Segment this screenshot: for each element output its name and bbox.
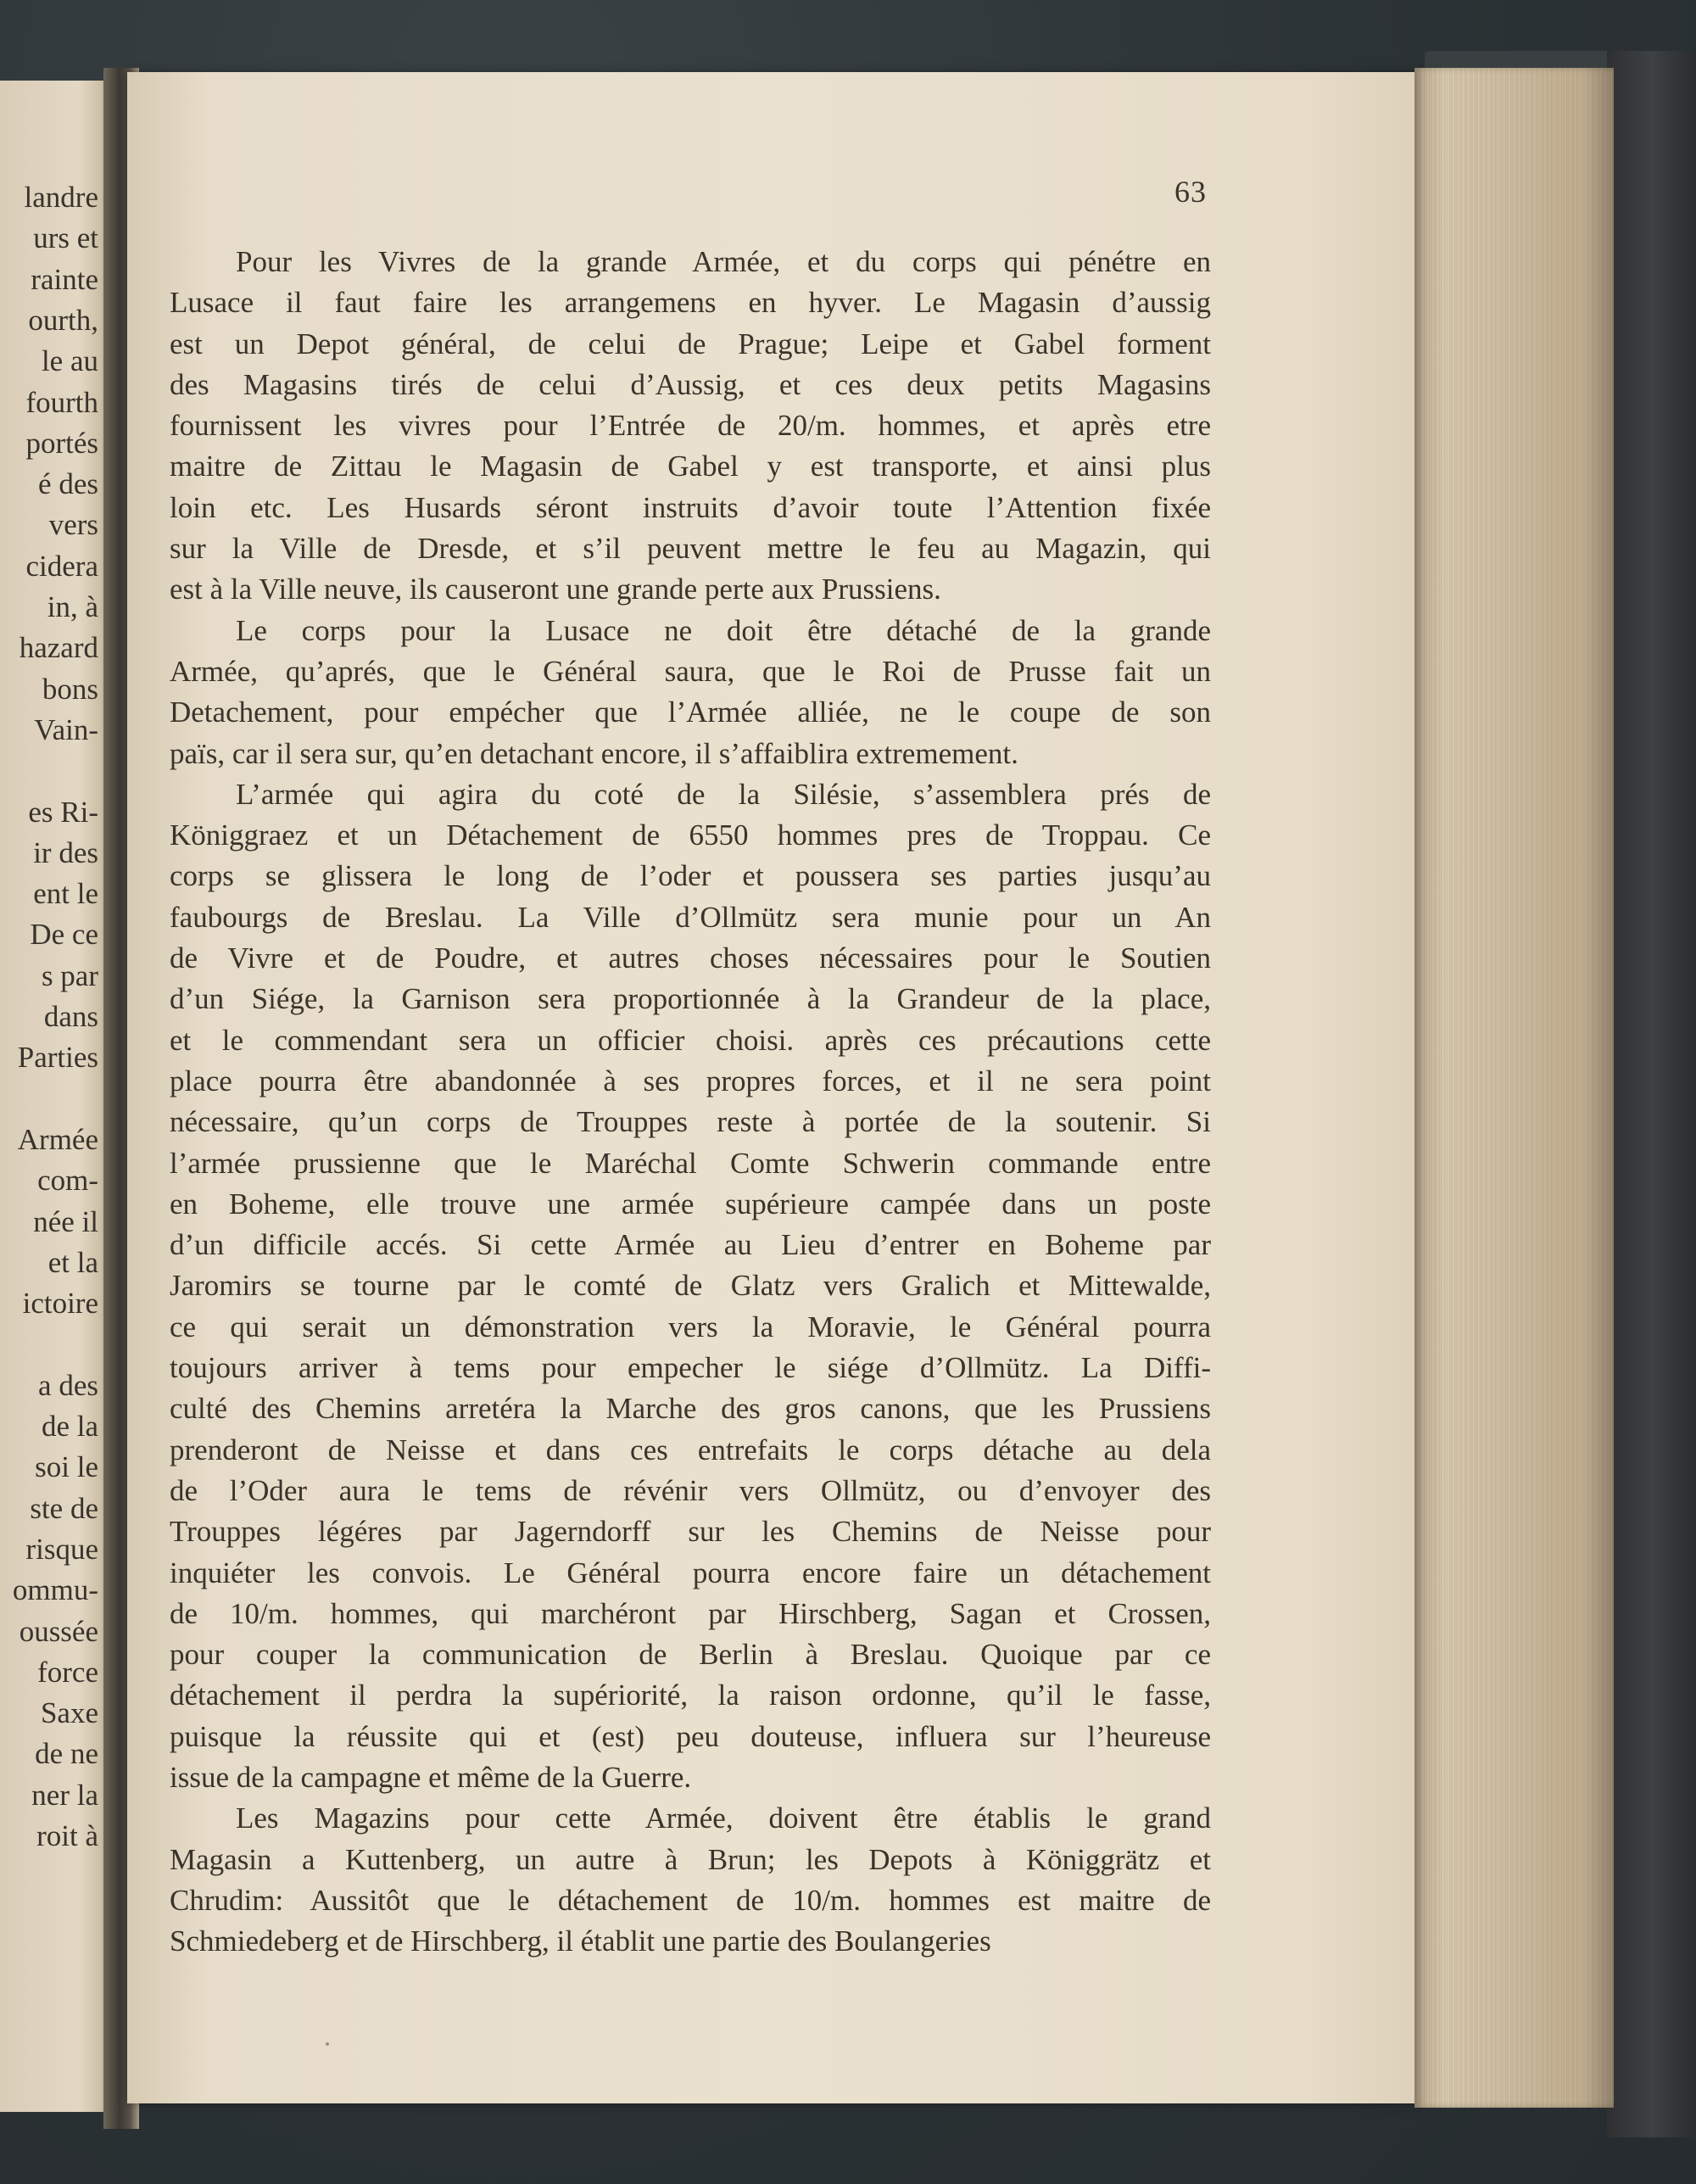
left-page-line-fragment: de la xyxy=(41,1410,98,1443)
text-line: est à la Ville neuve, ils causeront une grande perte aux Prussiens. xyxy=(170,573,941,606)
text-line: détachement il perdra la supériorité, la raison ordonne, qu’il le fasse, xyxy=(170,1678,1211,1712)
left-page-line-fragment: com- xyxy=(37,1164,98,1198)
text-line: loin etc. Les Husards séront instruits d’avoir toute l’Attention fixée xyxy=(170,490,1211,524)
left-page-line-fragment: Vain- xyxy=(34,712,98,746)
left-page-line-fragment: soi le xyxy=(35,1450,98,1484)
text-line: et le commendant sera un officier choisi. après ces précautions cette xyxy=(170,1023,1211,1057)
left-page-line-fragment: Armée xyxy=(17,1122,98,1156)
left-facing-page xyxy=(0,81,112,2112)
text-line: Pour les Vivres de la grande Armée, et du corps qui pénétre en xyxy=(236,245,1211,278)
left-page-line-fragment: vers xyxy=(48,508,98,542)
body-text xyxy=(170,242,1211,1962)
left-page-line-fragment: le au xyxy=(41,344,98,378)
text-line: Le corps pour la Lusace ne doit être détaché de la grande xyxy=(236,613,1211,647)
left-page-line-fragment: rainte xyxy=(31,262,98,296)
text-line: corps se glissera le long de l’oder et poussera ses parties jusqu’au xyxy=(170,859,1211,893)
left-page-line-fragment: née il xyxy=(33,1204,98,1238)
text-line: Trouppes légéres par Jagerndorff sur les Chemins de Neisse pour xyxy=(170,1515,1211,1549)
left-page-line-fragment: ent le xyxy=(33,877,98,911)
text-line: ce qui serait un démonstration vers la Moravie, le Général pourra xyxy=(170,1310,1211,1343)
text-line: toujours arriver à tems pour empecher le siége d’Ollmütz. La Diffi- xyxy=(170,1351,1211,1385)
left-page-line-fragment: bons xyxy=(42,672,98,706)
left-page-line-fragment: ste de xyxy=(30,1491,98,1525)
text-line: païs, car il sera sur, qu’en detachant encore, il s’affaiblira extremement. xyxy=(170,736,1018,770)
text-line: inquiéter les convois. Le Général pourra encore faire un détachement xyxy=(170,1556,1211,1589)
left-page-line-fragment: oussée xyxy=(19,1614,98,1648)
text-line: Lusace il faut faire les arrangemens en hyver. Le Magasin d’aussig xyxy=(170,286,1211,320)
left-page-line-fragment: dans xyxy=(43,1000,98,1033)
left-page-line-fragment: Parties xyxy=(17,1041,98,1075)
left-page-line-fragment: es Ri- xyxy=(28,795,98,829)
text-line: de 10/m. hommes, qui marchéront par Hirschberg, Sagan et Crossen, xyxy=(170,1596,1211,1630)
left-page-line-fragment: a des xyxy=(38,1368,98,1402)
text-line: maitre de Zittau le Magasin de Gabel y est transporte, et ainsi plus xyxy=(170,450,1211,483)
left-page-line-fragment: cidera xyxy=(25,549,98,583)
left-page-line-fragment: Saxe xyxy=(40,1696,98,1730)
text-line: issue de la campagne et même de la Guerre. xyxy=(170,1760,692,1794)
text-line: faubourgs de Breslau. La Ville d’Ollmütz sera munie pour un An xyxy=(170,900,1211,934)
left-page-line-fragment: ourth, xyxy=(28,303,98,337)
left-page-line-fragment: hazard xyxy=(19,631,98,665)
text-line: Armée, qu’aprés, que le Général saura, que le Roi de Prusse fait un xyxy=(170,654,1211,688)
left-page-line-fragment: et la xyxy=(47,1245,98,1279)
left-page-line-fragment: risque xyxy=(25,1532,98,1566)
left-page-line-fragment: é des xyxy=(38,467,98,501)
left-page-line-fragment: ir des xyxy=(33,835,98,869)
left-page-line-fragment: portés xyxy=(25,426,98,460)
text-line: fournissent les vivres pour l’Entrée de 20/m. hommes, et après etre xyxy=(170,409,1211,443)
left-page-line-fragment: s par xyxy=(41,958,98,992)
left-page-line-fragment: urs et xyxy=(33,221,98,255)
text-line: nécessaire, qu’un corps de Trouppes reste à portée de la soutenir. Si xyxy=(170,1105,1211,1139)
left-page-line-fragment: roit à xyxy=(36,1819,98,1852)
text-line: de Vivre et de Poudre, et autres choses nécessaires pour le Soutien xyxy=(170,941,1211,975)
text-line: Detachement, pour empécher que l’Armée alliée, ne le coupe de son xyxy=(170,695,1211,729)
text-line: en Boheme, elle trouve une armée supérieure campée dans un poste xyxy=(170,1187,1211,1220)
left-page-line-fragment: De ce xyxy=(30,918,98,952)
left-page-line-fragment: in, à xyxy=(47,590,98,623)
left-page-line-fragment: de ne xyxy=(35,1737,98,1771)
left-page-line-fragment: force xyxy=(37,1655,98,1689)
text-line: L’armée qui agira du coté de la Silésie, s’assemblera prés de xyxy=(236,777,1211,811)
book-cover-spine xyxy=(1607,51,1696,2137)
left-page-line-fragment: fourth xyxy=(25,385,98,419)
text-line: de l’Oder aura le tems de révénir vers Ollmütz, ou d’envoyer des xyxy=(170,1473,1211,1507)
text-line: sur la Ville de Dresde, et s’il peuvent mettre le feu au Magazin, qui xyxy=(170,532,1211,566)
text-line: Königgraez et un Détachement de 6550 hommes pres de Troppau. Ce xyxy=(170,818,1211,852)
text-line: d’un difficile accés. Si cette Armée au Lieu d’entrer en Boheme par xyxy=(170,1228,1211,1262)
text-line: culté des Chemins arretéra la Marche des gros canons, que les Prussiens xyxy=(170,1392,1211,1426)
text-line: des Magasins tirés de celui d’Aussig, et ces deux petits Magasins xyxy=(170,367,1211,401)
text-line: d’un Siége, la Garnison sera proportionnée à la Grandeur de la place, xyxy=(170,982,1211,1016)
text-line: puisque la réussite qui et (est) peu douteuse, influera sur l’heureuse xyxy=(170,1719,1211,1753)
text-line: Schmiedeberg et de Hirschberg, il établit une partie des Boulangeries xyxy=(170,1924,991,1958)
text-line: Les Magazins pour cette Armée, doivent être établis le grand xyxy=(236,1801,1211,1835)
page-number: 63 xyxy=(1174,175,1207,209)
paper-speck xyxy=(326,2042,329,2046)
page-edges xyxy=(1414,68,1614,2108)
text-line: Magasin a Kuttenberg, un autre à Brun; les Depots à Königgrätz et xyxy=(170,1842,1211,1876)
text-line: Chrudim: Aussitôt que le détachement de 10/m. hommes est maitre de xyxy=(170,1883,1211,1917)
text-line: pour couper la communication de Berlin à Breslau. Quoique par ce xyxy=(170,1638,1211,1672)
left-page-line-fragment: landre xyxy=(24,181,98,214)
left-page-line-fragment: ictoire xyxy=(22,1287,98,1321)
text-line: est un Depot général, de celui de Prague; Leipe et Gabel forment xyxy=(170,327,1211,360)
text-line: l’armée prussienne que le Maréchal Comte Schwerin commande entre xyxy=(170,1146,1211,1180)
text-line: place pourra être abandonnée à ses propres forces, et il ne sera point xyxy=(170,1064,1211,1098)
left-page-line-fragment: ner la xyxy=(31,1778,98,1812)
text-line: prenderont de Neisse et dans ces entrefaits le corps détache au dela xyxy=(170,1433,1211,1466)
left-page-line-fragment: ommu- xyxy=(12,1573,98,1607)
text-line: Jaromirs se tourne par le comté de Glatz vers Gralich et Mittewalde, xyxy=(170,1269,1211,1303)
